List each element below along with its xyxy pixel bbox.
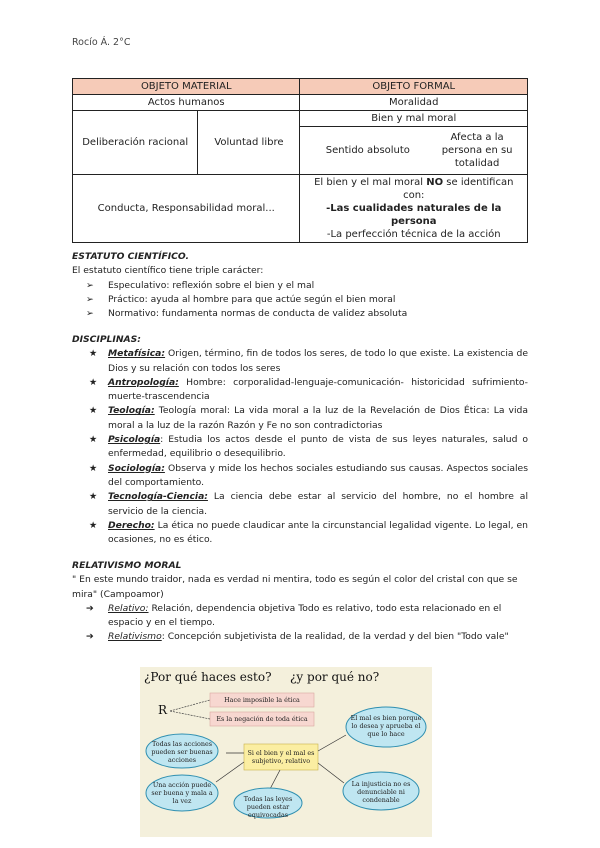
col2-header: OBJETO FORMAL — [300, 79, 528, 95]
arrow-right-icon: ➔ — [86, 631, 94, 643]
oval-accion-label: Una acción puede ser buena y mala a la vez — [151, 781, 213, 805]
star-icon: ★ — [89, 376, 98, 388]
oval-injusticia-label: La injusticia no es denunciable ni condenable — [351, 780, 411, 804]
relativism-diagram — [140, 667, 432, 837]
arrowhead-icon: ➢ — [86, 308, 94, 320]
list-item: ★ Tecnología-Ciencia: La ciencia debe estar al servicio del hombre, no el hombre al servicio de la ciencia. — [89, 491, 528, 517]
connector-line — [216, 762, 244, 782]
note-line1-pre: El bien y el mal moral — [314, 177, 427, 188]
col1-sub: Actos humanos — [73, 95, 300, 111]
list-item: ★ Metafísica: Origen, término, fin de todos los seres, de todo lo que existe. La existencia de Dios y su relación con todos los seres — [89, 348, 528, 374]
bien-mal-cell: Bien y mal moral — [300, 111, 528, 127]
arrow-right-icon: ➔ — [86, 602, 94, 614]
list-item: ➔ Relativismo: Concepción subjetivista de la realidad, de la verdad y del bien "Todo vale" — [72, 630, 528, 644]
relativismo-section — [72, 559, 528, 645]
star-icon: ★ — [89, 462, 98, 474]
connector-line — [318, 735, 346, 751]
voluntad-cell: Voluntad libre — [198, 111, 300, 175]
center-label: Si el bien y el mal es subjetivo, relativo — [247, 749, 315, 765]
disciplinas-title: DISCIPLINAS: — [72, 334, 141, 345]
list-item: ★ Teología: Teología moral: La vida moral a la luz de la Revelación de Dios Ética: La vida moral a la luz de la razón Razón y Fe no son contradictorias — [89, 405, 528, 431]
note-line1-bold: NO — [426, 177, 444, 188]
estatuto-title: ESTATUTO CIENTÍFICO. — [72, 251, 190, 262]
note-line1-post: se identifican con: — [403, 177, 514, 201]
star-icon: ★ — [89, 491, 98, 503]
list-item: ➢ Normativo: fundamenta normas de conducta de validez absoluta — [72, 307, 528, 321]
star-icon: ★ — [89, 405, 98, 417]
relativismo-title: RELATIVISMO MORAL — [72, 560, 182, 571]
arrowhead-icon: ➢ — [86, 279, 94, 291]
oval-todas-acciones-label: Todas las acciones pueden ser buenas acciones — [151, 740, 213, 764]
question-2: ¿y por qué no? — [290, 670, 380, 684]
relativismo-quote: " En este mundo traidor, nada es verdad ni mentira, todo es según el color del cristal con que se mira" (Campoamor) — [72, 574, 518, 600]
sentido-row — [300, 127, 528, 175]
oval-mal-es-bien-label: El mal es bien porque lo desea y aprueba el que lo hace — [350, 714, 422, 738]
note-line2: -Las cualidades naturales de la persona — [326, 203, 502, 227]
afecta-cell: Afecta a la persona en su totalidad — [441, 132, 513, 169]
list-item: ➢ Práctico: ayuda al hombre para que actúe según el bien moral — [72, 293, 528, 307]
box-negacion-label: Es la negación de toda ética — [216, 715, 308, 723]
col2-sub: Moralidad — [300, 95, 528, 111]
col1-header: OBJETO MATERIAL — [73, 79, 300, 95]
deliberacion-cell: Deliberación racional — [73, 111, 198, 175]
arrowhead-icon: ➢ — [86, 293, 94, 305]
question-1: ¿Por qué haces esto? — [144, 670, 272, 684]
connector-line — [170, 700, 210, 711]
list-item: ★ Antropología: Hombre: corporalidad-lenguaje-comunicación- historicidad sufrimiento- muerte-trascendencia — [89, 376, 528, 403]
connector-line — [318, 763, 344, 783]
star-icon: ★ — [89, 348, 98, 360]
connector-line — [170, 711, 210, 719]
estatuto-intro: El estatuto científico tiene triple carácter: — [72, 265, 264, 277]
box-hace-imposible-label: Hace imposible la ética — [224, 696, 300, 704]
disciplinas-section — [72, 333, 528, 547]
connector-line — [270, 770, 280, 789]
list-item: ★ Derecho: La ética no puede claudicar ante la circunstancial legalidad vigente. Lo legal, en ocasiones, no es ético. — [89, 519, 528, 546]
estatuto-section — [72, 250, 528, 321]
r-label: R — [158, 703, 168, 717]
note-line3: -La perfección técnica de la acción — [326, 229, 501, 240]
sentido-cell: Sentido absoluto — [325, 145, 410, 156]
objects-table — [72, 78, 528, 243]
star-icon: ★ — [89, 519, 98, 531]
list-item: ➔ Relativo: Relación, dependencia objetiva Todo es relativo, todo esta relacionado en el espacio y en el tiempo. — [86, 602, 502, 629]
oval-leyes-label: Todas las leyes pueden estar equivocadas — [243, 795, 293, 819]
list-item: ★ Sociología: Observa y mide los hechos sociales estudiando sus causas. Aspectos sociales del comportamiento. — [89, 462, 528, 488]
list-item: ➢ Especulativo: reflexión sobre el bien y el mal — [72, 279, 528, 293]
list-item: ★ Psicología: Estudia los actos desde el punto de vista de sus leyes naturales, salud o enfermedad, equilibrio o desequilibrio. — [89, 434, 528, 460]
star-icon: ★ — [89, 434, 98, 446]
conducta-cell: Conducta, Responsabilidad moral... — [73, 175, 300, 243]
author-name: Rocío Á. 2°C — [72, 37, 131, 48]
note-cell — [300, 175, 528, 243]
